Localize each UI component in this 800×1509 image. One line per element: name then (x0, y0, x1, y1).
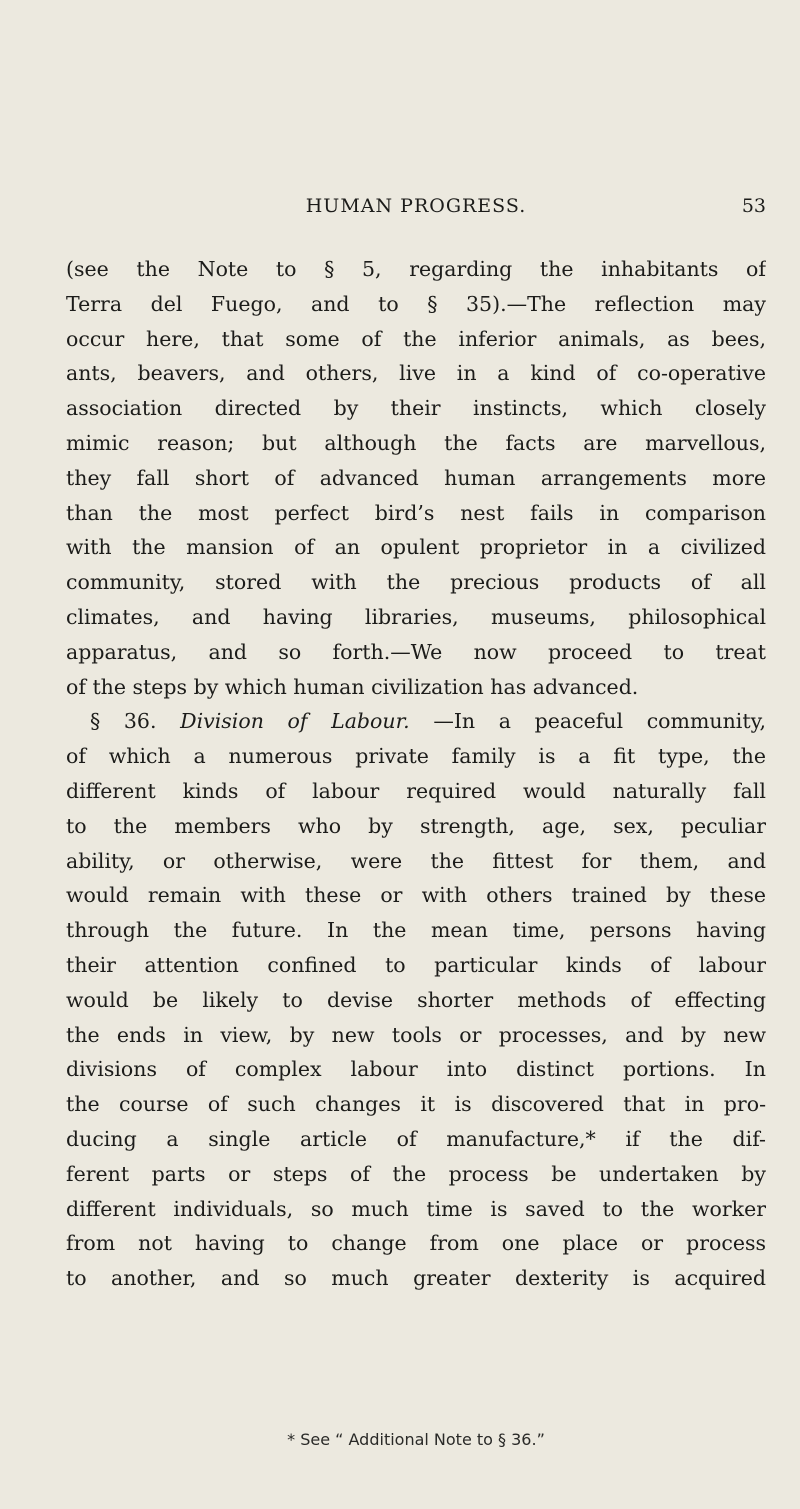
text-line: would be likely to devise shorter methods of effecting (66, 987, 766, 1012)
text-line: to another, and so much greater dexterity is acquired (66, 1266, 766, 1291)
text-line: Terra del Fuego, and to § 35).—The reflection may (66, 291, 766, 316)
text-line: (see the Note to § 5, regarding the inhabitants of (66, 257, 766, 281)
text-line: different individuals, so much time is saved to the worker (66, 1196, 766, 1221)
text-line: through the future. In the mean time, persons having (66, 918, 766, 943)
text-line: of the steps by which human civilization has advanced. (66, 674, 639, 699)
text-line: the course of such changes it is discovered that in pro- (66, 1092, 766, 1117)
text-line: different kinds of labour required would naturally fall (66, 778, 766, 803)
text-line: occur here, that some of the inferior animals, as bees, (66, 326, 766, 351)
text-line: association directed by their instincts, which closely (66, 396, 766, 421)
text-line: would remain with these or with others trained by these (66, 883, 766, 908)
text-line: to the members who by strength, age, sex, peculiar (66, 813, 766, 838)
text-line: than the most perfect bird’s nest fails in comparison (66, 500, 766, 525)
text-line: mimic reason; but although the facts are marvellous, (66, 430, 766, 455)
text-line: ferent parts or steps of the process be undertaken by (66, 1161, 766, 1186)
section-heading: Division of Labour. (180, 709, 410, 734)
text-line: apparatus, and so forth.—We now proceed to treat (66, 639, 766, 664)
text-line: community, stored with the precious products of all (66, 570, 766, 595)
text-line: ability, or otherwise, were the fittest for them, and (66, 848, 766, 873)
text-line: the ends in view, by new tools or processes, and by new (66, 1022, 766, 1047)
section-first-line (66, 704, 766, 739)
text-line: ants, beavers, and others, live in a kind of co-operative (66, 361, 766, 386)
text-line: climates, and having libraries, museums, philosophical (66, 604, 766, 629)
text-line: with the mansion of an opulent proprietor in a civilized (66, 535, 766, 560)
running-head: HUMAN PROGRESS. (305, 195, 527, 217)
text-line: from not having to change from one place or process (66, 1231, 766, 1256)
text-line: ducing a single article of manufacture,* if the dif- (66, 1126, 766, 1151)
page-number: 53 (741, 195, 766, 217)
text-line: of which a numerous private family is a fit type, the (66, 744, 766, 769)
text-line: their attention confined to particular kinds of labour (66, 952, 766, 977)
page-header (66, 195, 766, 225)
paragraph-1 (66, 252, 766, 704)
body-text (66, 252, 766, 1296)
section-first-line-rest: —In a peaceful community, (433, 709, 766, 734)
section-number: § 36. (90, 709, 157, 734)
text-line: they fall short of advanced human arrangements more (66, 465, 766, 490)
section-36 (66, 704, 766, 1296)
footnote: * See “ Additional Note to § 36.” (287, 1430, 545, 1449)
text-line: divisions of complex labour into distinct portions. In (66, 1057, 766, 1082)
